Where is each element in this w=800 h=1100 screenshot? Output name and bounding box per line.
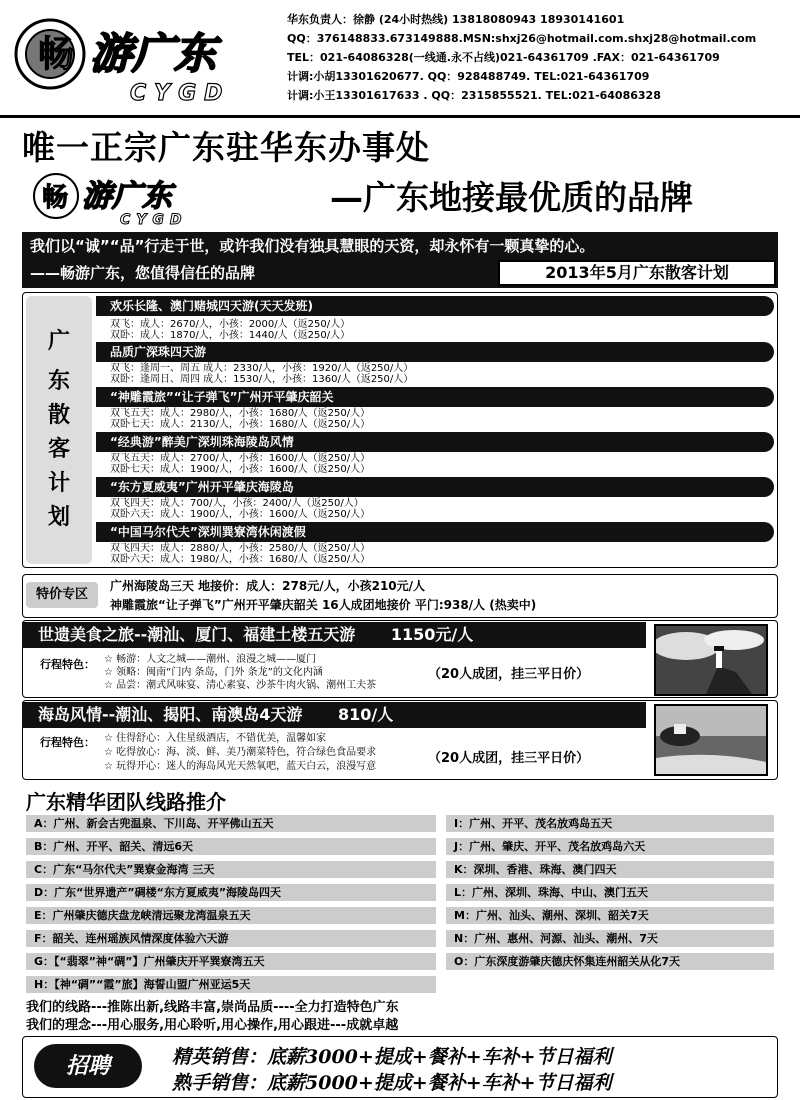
featured-tour-price: 810/人 xyxy=(338,705,394,724)
lighthouse-photo xyxy=(654,624,768,696)
tour-price-line: 双卧六天：成人：1900/人，小孩：1600/人（返250/人） xyxy=(110,509,371,520)
itinerary-label: 行程特色： xyxy=(40,658,95,671)
group-note: （20人成团，挂三平日价） xyxy=(428,751,590,766)
route-item: L：广州、深圳、珠海、中山、澳门五天 xyxy=(446,884,774,901)
route-item: C：广东“马尔代夫”巽寮金海湾 三天 xyxy=(26,861,436,878)
route-item: E：广州肇庆德庆盘龙峡清远聚龙湾温泉五天 xyxy=(26,907,436,924)
tour-title: “东方夏威夷”广州开平肇庆海陵岛 xyxy=(96,477,774,497)
itinerary-item: ☆ 品尝：潮式风味宴、清心素宴、沙茶牛肉火锅、潮州工夫茶 xyxy=(104,680,377,691)
label-char: 划 xyxy=(47,505,70,530)
contact-info xyxy=(287,10,797,105)
group-note: （20人成团，挂三平日价） xyxy=(428,667,590,682)
itinerary-item: ☆ 玩得开心：迷人的海岛风光天然氧吧，蓝天白云，浪漫写意 xyxy=(104,761,377,772)
tour-price-line: 双飞：成人：2670/人，小孩：2000/人（返250/人） xyxy=(110,319,351,330)
motto-text: 我们以“诚”“品”行走于世，或许我们没有独具慧眼的天资，却永怀有一颗真挚的心。 xyxy=(30,237,595,255)
brand-logo xyxy=(10,8,270,108)
tour-plan-label xyxy=(26,296,92,564)
route-item: G：【“翡翠”神“碉”】广州肇庆开平巽寮湾五天 xyxy=(26,953,436,970)
routes-title: 广东精华团队线路推介 xyxy=(26,790,226,814)
slogan: 我们的线路---推陈出新,线路丰富,崇尚品质----全力打造特色广东 xyxy=(26,1000,399,1015)
featured-tour-name: 海岛风情--潮汕、揭阳、南澳岛4天游 xyxy=(38,705,303,724)
special-offer-label: 特价专区 xyxy=(26,582,98,608)
label-char: 计 xyxy=(47,471,70,496)
brand-tagline: ——畅游广东，您值得信任的品牌 xyxy=(30,264,256,282)
tour-price-line: 双卧：逢周日、周四 成人：1530/人，小孩：1360/人（返250/人） xyxy=(110,374,414,385)
island-photo xyxy=(654,704,768,776)
tour-price-line: 双卧：成人：1870/人，小孩：1440/人（返250/人） xyxy=(110,330,351,341)
plan-title: 2013年5月广东散客计划 xyxy=(498,260,776,286)
itinerary-item: ☆ 吃得放心：海、淡、鲜、美乃潮菜特色，符合绿色食品要求 xyxy=(104,747,377,758)
itinerary-item: ☆ 畅游：人文之城——潮州、浪漫之城——厦门 xyxy=(104,654,317,665)
logo-char: 畅 xyxy=(38,33,75,75)
recruit-badge: 招聘 xyxy=(34,1044,142,1088)
recruit-line: 精英销售：底薪3000+提成+餐补+车补+节日福利 xyxy=(172,1046,612,1068)
featured-tour-price: 1150元/人 xyxy=(390,625,474,644)
label-char: 广 xyxy=(47,329,70,354)
contact-line: QQ：376148833.673149888.MSN:shxj26@hotmail.com.shxj28@hotmail.com xyxy=(287,32,757,45)
route-item: D：广东“世界遗产”碉楼“东方夏威夷”海陵岛四天 xyxy=(26,884,436,901)
route-item: I：广州、开平、茂名放鸡岛五天 xyxy=(446,815,774,832)
svg-text:游广东: 游广东 xyxy=(90,29,217,78)
featured-tour-title xyxy=(22,702,646,728)
tour-title: “神雕霞旅”“让子弹飞”广州开平肇庆韶关 xyxy=(96,387,774,407)
tour-title: 品质广深珠四天游 xyxy=(96,342,774,362)
svg-text:畅: 畅 xyxy=(42,183,69,213)
tour-title: 欢乐长隆、澳门赌城四天游(天天发班) xyxy=(96,296,774,316)
contact-line: 计调:小王13301617633 . QQ：2315855521. TEL:021-64086328 xyxy=(287,89,661,102)
route-item: H：【神“碉”“霞”旅】海誓山盟广州亚运5天 xyxy=(26,976,436,993)
route-item: J：广州、肇庆、开平、茂名放鸡岛六天 xyxy=(446,838,774,855)
route-item: F：韶关、连州瑶族风情深度体验六天游 xyxy=(26,930,436,947)
tour-price-line: 双飞：逢周一、周五 成人：2330/人，小孩：1920/人（返250/人） xyxy=(110,363,414,374)
route-item: O：广东深度游肇庆德庆怀集连州韶关从化7天 xyxy=(446,953,774,970)
tour-title: “中国马尔代夫”深圳巽寮湾休闲渡假 xyxy=(96,522,774,542)
tour-price-line: 双飞四天：成人：700/人，小孩：2400/人（返250/人） xyxy=(110,498,364,509)
tour-price-line: 双卧七天：成人：1900/人，小孩：1600/人（返250/人） xyxy=(110,464,371,475)
featured-tour-name: 世遗美食之旅--潮汕、厦门、福建土楼五天游 xyxy=(38,625,356,644)
tour-title: “经典游”醉美广深圳珠海陵岛风情 xyxy=(96,432,774,452)
svg-text:游广东: 游广东 xyxy=(82,179,172,214)
contact-line: TEL：021-64086328(一线通.永不占线)021-64361709 .FAX：021-64361709 xyxy=(287,51,720,64)
recruit-line: 熟手销售：底薪5000+提成+餐补+车补+节日福利 xyxy=(172,1072,612,1094)
route-item: M：广州、汕头、潮州、深圳、韶关7天 xyxy=(446,907,774,924)
svg-text:CYGD: CYGD xyxy=(120,212,188,228)
contact-line: 计调:小胡13301620677. QQ：928488749. TEL:021-64361709 xyxy=(287,70,650,83)
slogan: 我们的理念---用心服务,用心聆听,用心操作,用心跟进---成就卓越 xyxy=(26,1018,399,1033)
featured-tour-title xyxy=(22,622,646,648)
tour-price-line: 双卧七天：成人：2130/人，小孩：1680/人（返250/人） xyxy=(110,419,371,430)
contact-line: 华东负责人：徐静 (24小时热线) 13818080943 18930141601 xyxy=(287,13,625,26)
tour-price-line: 双飞五天：成人：2700/人，小孩：1600/人（返250/人） xyxy=(110,453,371,464)
tour-price-line: 双卧六天：成人：1980/人，小孩：1680/人（返250/人） xyxy=(110,554,371,565)
route-item: K：深圳、香港、珠海、澳门四天 xyxy=(446,861,774,878)
tour-price-line: 双飞四天：成人：2880/人，小孩：2580/人（返250/人） xyxy=(110,543,371,554)
itinerary-item: ☆ 领略：闽南“门内 条岛，门外 条龙”的文化内涵 xyxy=(104,667,323,678)
route-item: B：广州、开平、韶关、清远6天 xyxy=(26,838,436,855)
label-char: 散 xyxy=(47,403,70,428)
label-char: 客 xyxy=(47,437,70,462)
itinerary-label: 行程特色： xyxy=(40,736,95,749)
tour-price-line: 双飞五天：成人：2980/人，小孩：1680/人（返250/人） xyxy=(110,408,371,419)
special-offer-line: 广州海陵岛三天 地接价：成人：278元/人，小孩210元/人 xyxy=(110,579,426,593)
special-offer-line: 神雕霞旅“让子弹飞”广州开平肇庆韶关 16人成团地接价 平门:938/人 (热卖中) xyxy=(110,598,537,612)
itinerary-item: ☆ 住得舒心：入住星级酒店，不错优美，温馨如家 xyxy=(104,733,327,744)
svg-text:CYGD: CYGD xyxy=(130,81,231,106)
route-item: A：广州、新会古兜温泉、下川岛、开平佛山五天 xyxy=(26,815,436,832)
hero-headline: 唯一正宗广东驻华东办事处 xyxy=(22,128,430,167)
label-char: 东 xyxy=(47,369,70,394)
hero-subheadline: —广东地接最优质的品牌 xyxy=(330,178,693,217)
hero-logo xyxy=(30,168,240,228)
route-item: N：广州、惠州、河源、汕头、潮州、7天 xyxy=(446,930,774,947)
